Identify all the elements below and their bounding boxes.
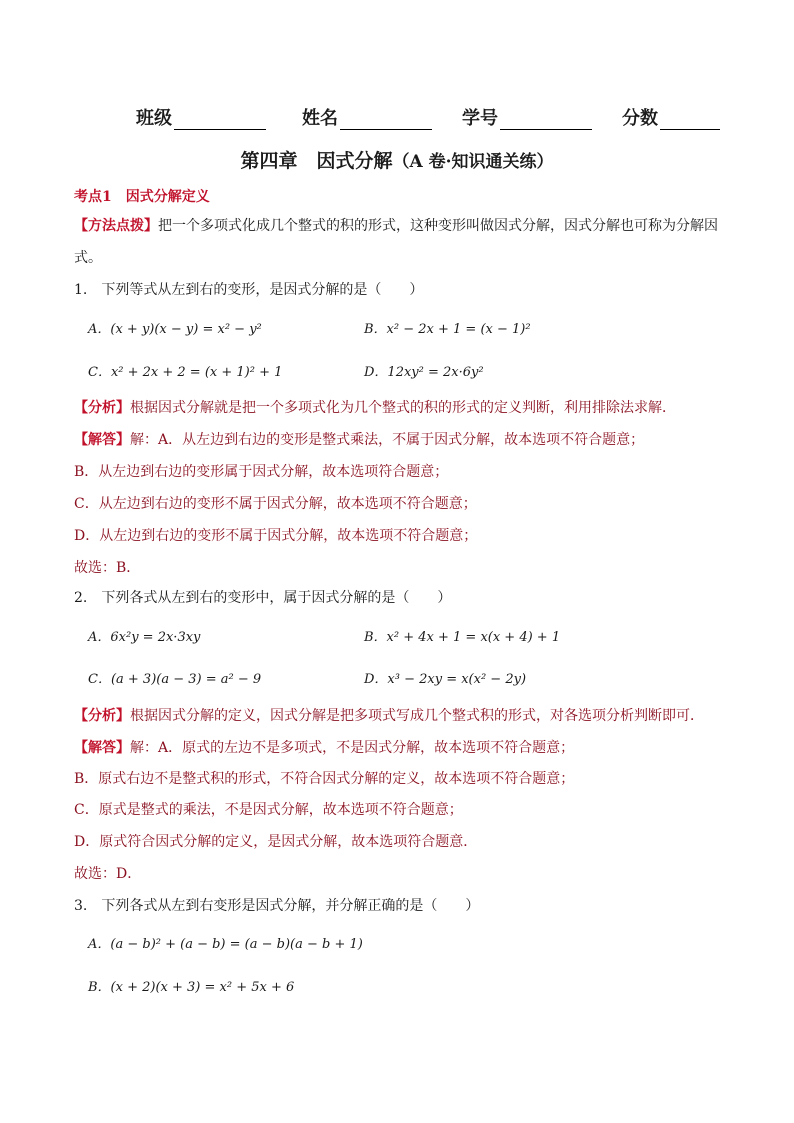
method-tip: 【方法点拨】把一个多项式化成几个整式的积的形式，这种变形叫做因式分解，因式分解也可称为分解因: [74, 218, 718, 234]
question-1-stem: 1. 下列等式从左到右的变形，是因式分解的是（ ）: [74, 282, 424, 298]
q1-analysis: 【分析】根据因式分解就是把一个多项式化为几个整式的积的形式的定义判断，利用排除法求解．: [74, 400, 676, 416]
method-tip-cont: 式。: [74, 250, 102, 266]
q2-option-c[interactable]: C．(a + 3)(a − 3) = a² − 9: [88, 672, 262, 687]
student-info-header: [0, 104, 794, 130]
question-3-stem: 3. 下列各式从左到右变形是因式分解，并分解正确的是（ ）: [74, 898, 480, 914]
page-title: 第四章 因式分解（A 卷·知识通关练）: [240, 150, 554, 172]
name-field[interactable]: 姓名: [302, 104, 432, 130]
class-field[interactable]: 班级: [136, 104, 266, 130]
section-heading: 考点1 因式分解定义: [74, 189, 210, 205]
q1-answer-b: B．从左边到右边的变形属于因式分解，故本选项符合题意；: [74, 464, 449, 480]
q2-answer-b: B．原式右边不是整式积的形式，不符合因式分解的定义，故本选项不符合题意；: [74, 771, 575, 787]
q2-option-a[interactable]: A．6x²y = 2x·3xy: [88, 630, 201, 645]
q2-answer-d: D．原式符合因式分解的定义，是因式分解，故本选项符合题意．: [74, 834, 478, 850]
q1-option-b[interactable]: B．x² − 2x + 1 = (x − 1)²: [364, 322, 531, 337]
q1-answer: 【解答】解：A．从左边到右边的变形是整式乘法，不属于因式分解，故本选项不符合题意；: [74, 432, 645, 448]
q1-option-d[interactable]: D．12xy² = 2x·6y²: [364, 365, 484, 380]
q2-answer: 【解答】解：A．原式的左边不是多项式，不是因式分解，故本选项不符合题意；: [74, 740, 575, 756]
q3-option-b[interactable]: B．(x + 2)(x + 3) = x² + 5x + 6: [88, 980, 295, 995]
q2-option-d[interactable]: D．x³ − 2xy = x(x² − 2y): [364, 672, 527, 687]
q2-answer-c: C．原式是整式的乘法，不是因式分解，故本选项不符合题意；: [74, 802, 463, 818]
q1-choice: 故选：B．: [74, 560, 141, 576]
q1-option-a[interactable]: A．(x + y)(x − y) = x² − y²: [88, 322, 262, 337]
q3-option-a[interactable]: A．(a − b)² + (a − b) = (a − b)(a − b + 1): [88, 937, 363, 952]
q2-option-b[interactable]: B．x² + 4x + 1 = x(x + 4) + 1: [364, 630, 561, 645]
q1-answer-c: C．从左边到右边的变形不属于因式分解，故本选项不符合题意；: [74, 496, 477, 512]
q1-answer-d: D．从左边到右边的变形不属于因式分解，故本选项不符合题意；: [74, 528, 478, 544]
question-2-stem: 2. 下列各式从左到右的变形中，属于因式分解的是（ ）: [74, 590, 452, 606]
q1-option-c[interactable]: C．x² + 2x + 2 = (x + 1)² + 1: [88, 365, 283, 380]
q2-choice: 故选：D．: [74, 866, 142, 882]
score-field[interactable]: 分数: [622, 104, 720, 130]
q2-analysis: 【分析】根据因式分解的定义，因式分解是把多项式写成几个整式积的形式，对各选项分析判断即可．: [74, 708, 704, 724]
student-id-field[interactable]: 学号: [462, 104, 592, 130]
